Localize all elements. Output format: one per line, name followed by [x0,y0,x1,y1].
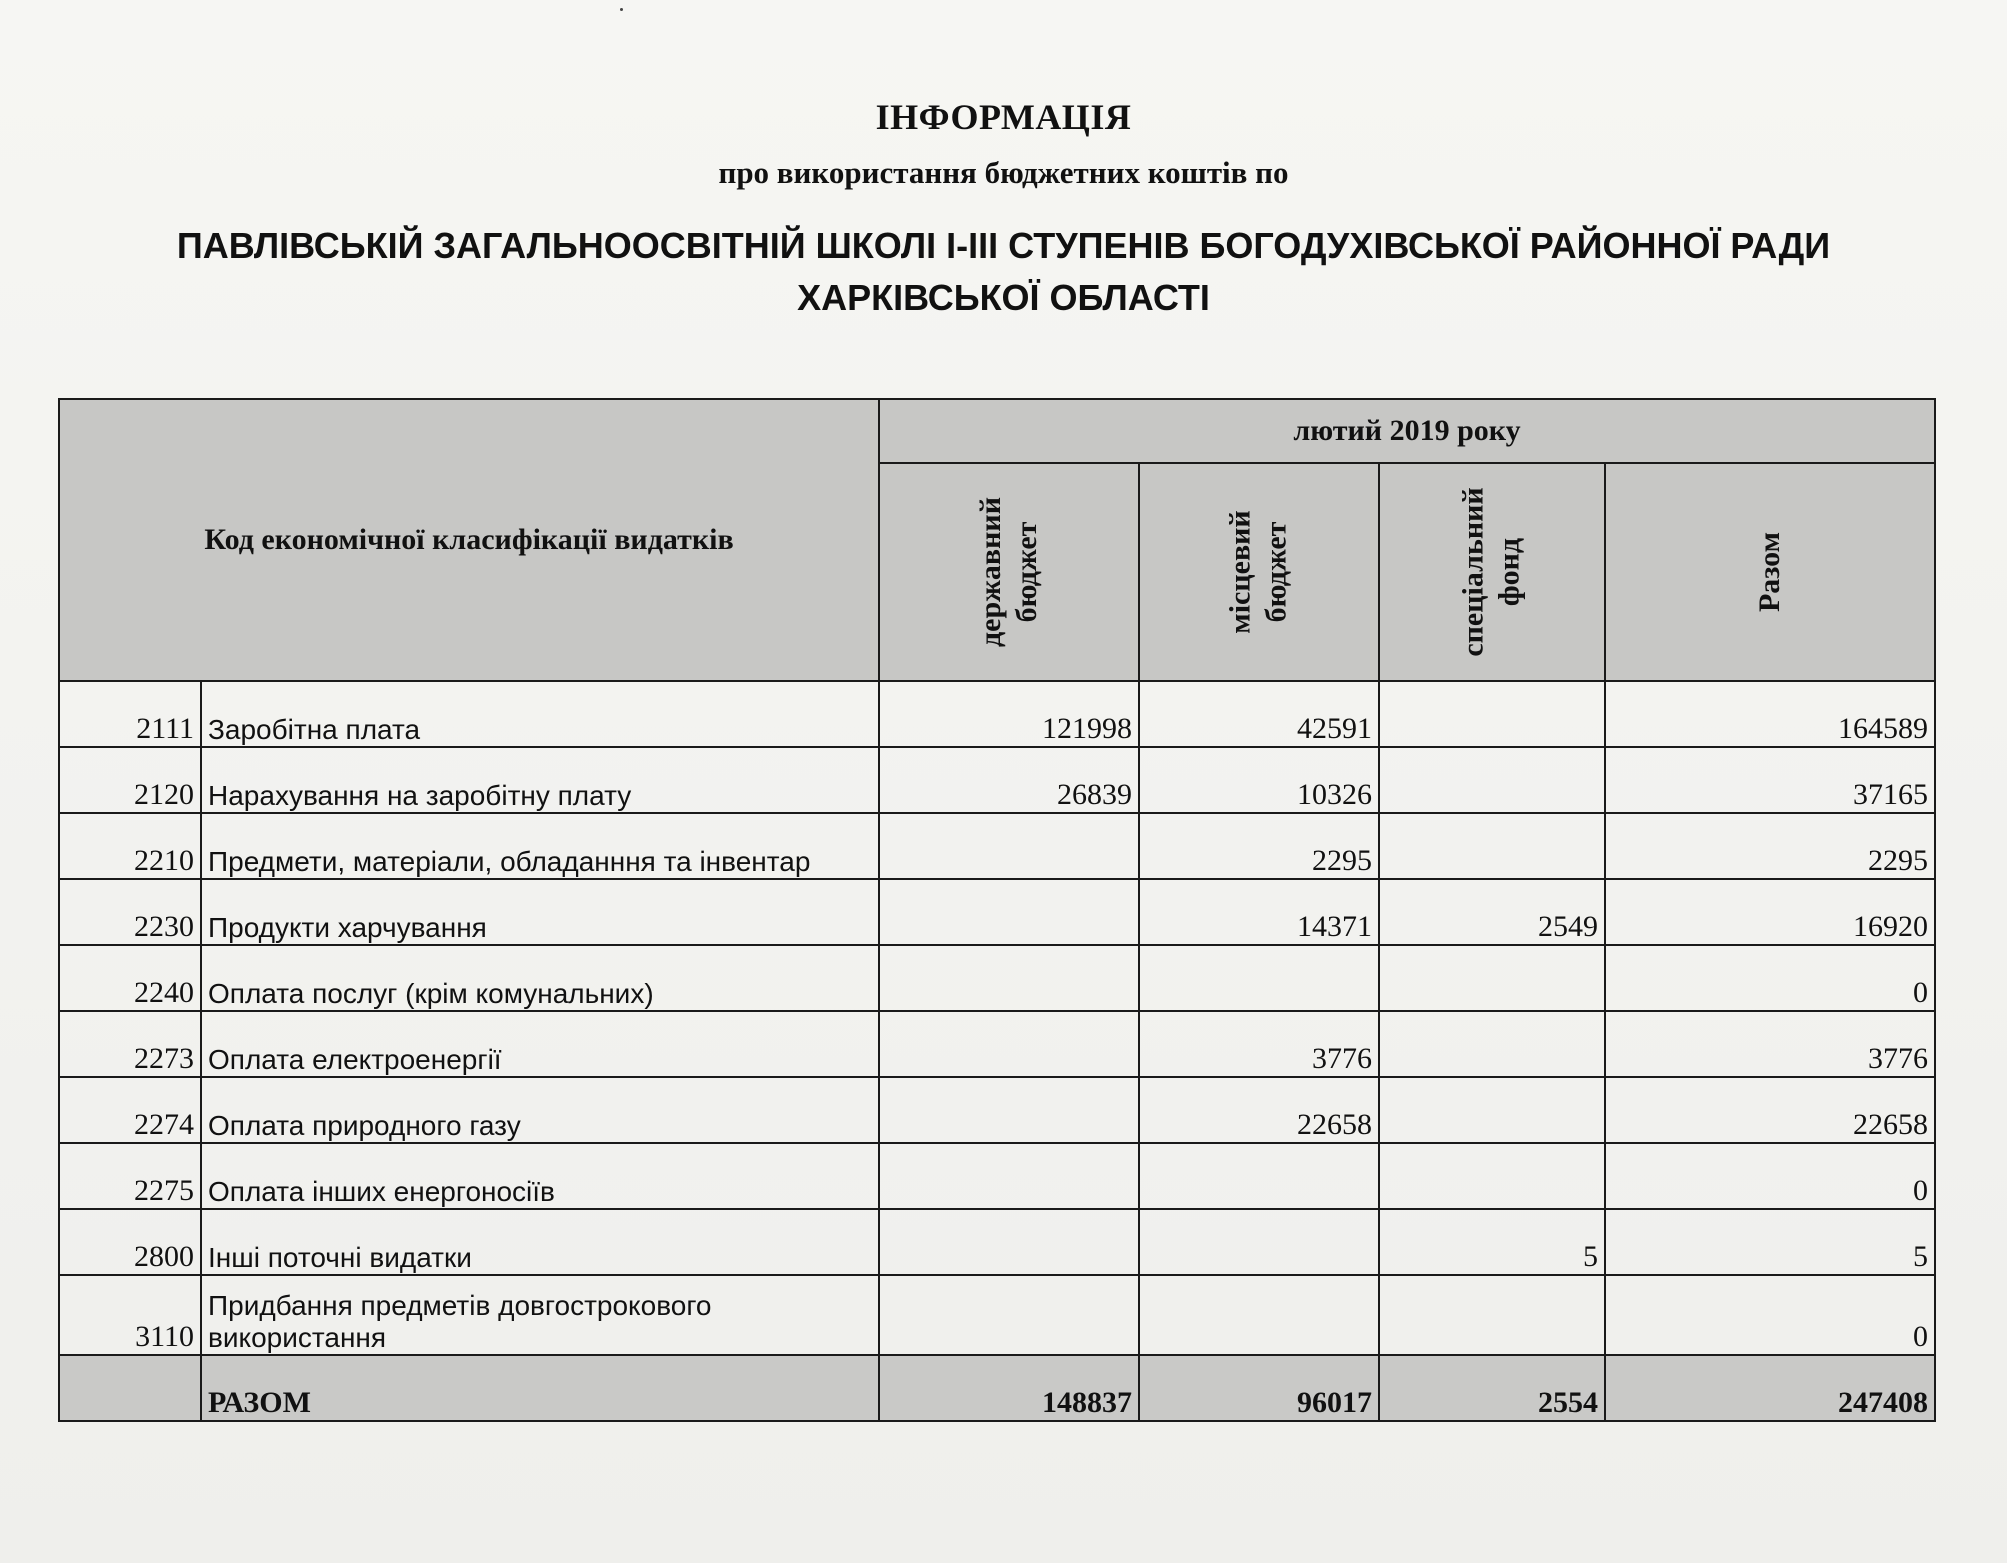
total-state-budget: 148837 [879,1355,1139,1421]
row-code: 2240 [59,945,201,1011]
row-name: Продукти харчування [201,879,879,945]
row-special-fund [1379,1275,1605,1355]
document-title: ІНФОРМАЦІЯ [875,97,1132,137]
row-state-budget [879,1011,1139,1077]
table-row [59,747,1935,813]
row-state-budget [879,945,1139,1011]
row-local-budget [1139,1209,1379,1275]
row-name: Оплата електроенергії [201,1011,879,1077]
row-local-budget: 42591 [1139,681,1379,747]
row-special-fund [1379,813,1605,879]
row-state-budget [879,879,1139,945]
row-name: Заробітна плата [201,681,879,747]
row-special-fund [1379,945,1605,1011]
row-state-budget [879,1143,1139,1209]
row-special-fund [1379,1143,1605,1209]
row-local-budget [1139,1143,1379,1209]
column-header-state-budget: державний бюджет [879,463,1139,681]
row-special-fund [1379,747,1605,813]
scan-speck [620,8,623,11]
row-local-budget: 10326 [1139,747,1379,813]
organization-line-2: ХАРКІВСЬКОЇ ОБЛАСТІ [797,277,1210,318]
row-state-budget [879,1077,1139,1143]
row-code: 2230 [59,879,201,945]
document-subtitle: про використання бюджетних коштів по [718,155,1289,190]
row-total: 16920 [1605,879,1935,945]
table-row [59,1143,1935,1209]
period-header: лютий 2019 року [879,399,1935,463]
table-row [59,1011,1935,1077]
row-code: 2210 [59,813,201,879]
column-header-total: Разом [1605,463,1935,681]
row-code: 2273 [59,1011,201,1077]
row-code: 2120 [59,747,201,813]
total-special-fund: 2554 [1379,1355,1605,1421]
total-row [59,1355,1935,1421]
row-total: 2295 [1605,813,1935,879]
table-row [59,813,1935,879]
row-state-budget [879,813,1139,879]
budget-table [58,398,1936,1422]
row-name: Оплата природного газу [201,1077,879,1143]
row-code: 2800 [59,1209,201,1275]
row-total: 5 [1605,1209,1935,1275]
row-total: 0 [1605,1143,1935,1209]
table-row [59,681,1935,747]
row-state-budget [879,1275,1139,1355]
organization-line-1: ПАВЛІВСЬКІЙ ЗАГАЛЬНООСВІТНІЙ ШКОЛІ І-ІІІ СТУПЕНІВ БОГОДУХІВСЬКОЇ РАЙОННОЇ РАДИ [176,225,1831,266]
row-name: Інші поточні видатки [201,1209,879,1275]
row-total: 0 [1605,945,1935,1011]
row-total: 37165 [1605,747,1935,813]
row-state-budget: 26839 [879,747,1139,813]
row-special-fund: 2549 [1379,879,1605,945]
total-code [59,1355,201,1421]
row-local-budget: 3776 [1139,1011,1379,1077]
row-local-budget: 2295 [1139,813,1379,879]
table-row [59,1209,1935,1275]
column-header-local-budget: місцевий бюджет [1139,463,1379,681]
row-name: Оплата послуг (крім комунальних) [201,945,879,1011]
row-special-fund [1379,681,1605,747]
table-row [59,945,1935,1011]
row-total: 22658 [1605,1077,1935,1143]
row-special-fund [1379,1011,1605,1077]
row-code: 2275 [59,1143,201,1209]
total-sum: 247408 [1605,1355,1935,1421]
total-label: РАЗОМ [201,1355,879,1421]
row-local-budget [1139,1275,1379,1355]
organization-name [60,220,1947,324]
row-total: 164589 [1605,681,1935,747]
row-local-budget: 22658 [1139,1077,1379,1143]
row-state-budget: 121998 [879,681,1139,747]
code-header: Код економічної класифікації видатків [59,399,879,681]
table-row [59,1275,1935,1355]
row-code: 3110 [59,1275,201,1355]
row-local-budget [1139,945,1379,1011]
row-code: 2111 [59,681,201,747]
row-code: 2274 [59,1077,201,1143]
row-special-fund [1379,1077,1605,1143]
total-local-budget: 96017 [1139,1355,1379,1421]
row-name: Придбання предметів довгострокового використання [201,1275,879,1355]
table-row [59,879,1935,945]
row-special-fund: 5 [1379,1209,1605,1275]
row-name: Нарахування на заробітну плату [201,747,879,813]
row-name: Оплата інших енергоносіїв [201,1143,879,1209]
column-header-special-fund: спеціальний фонд [1379,463,1605,681]
row-local-budget: 14371 [1139,879,1379,945]
row-total: 3776 [1605,1011,1935,1077]
table-row [59,1077,1935,1143]
row-name: Предмети, матеріали, обладанння та інвентар [201,813,879,879]
row-total: 0 [1605,1275,1935,1355]
row-state-budget [879,1209,1139,1275]
